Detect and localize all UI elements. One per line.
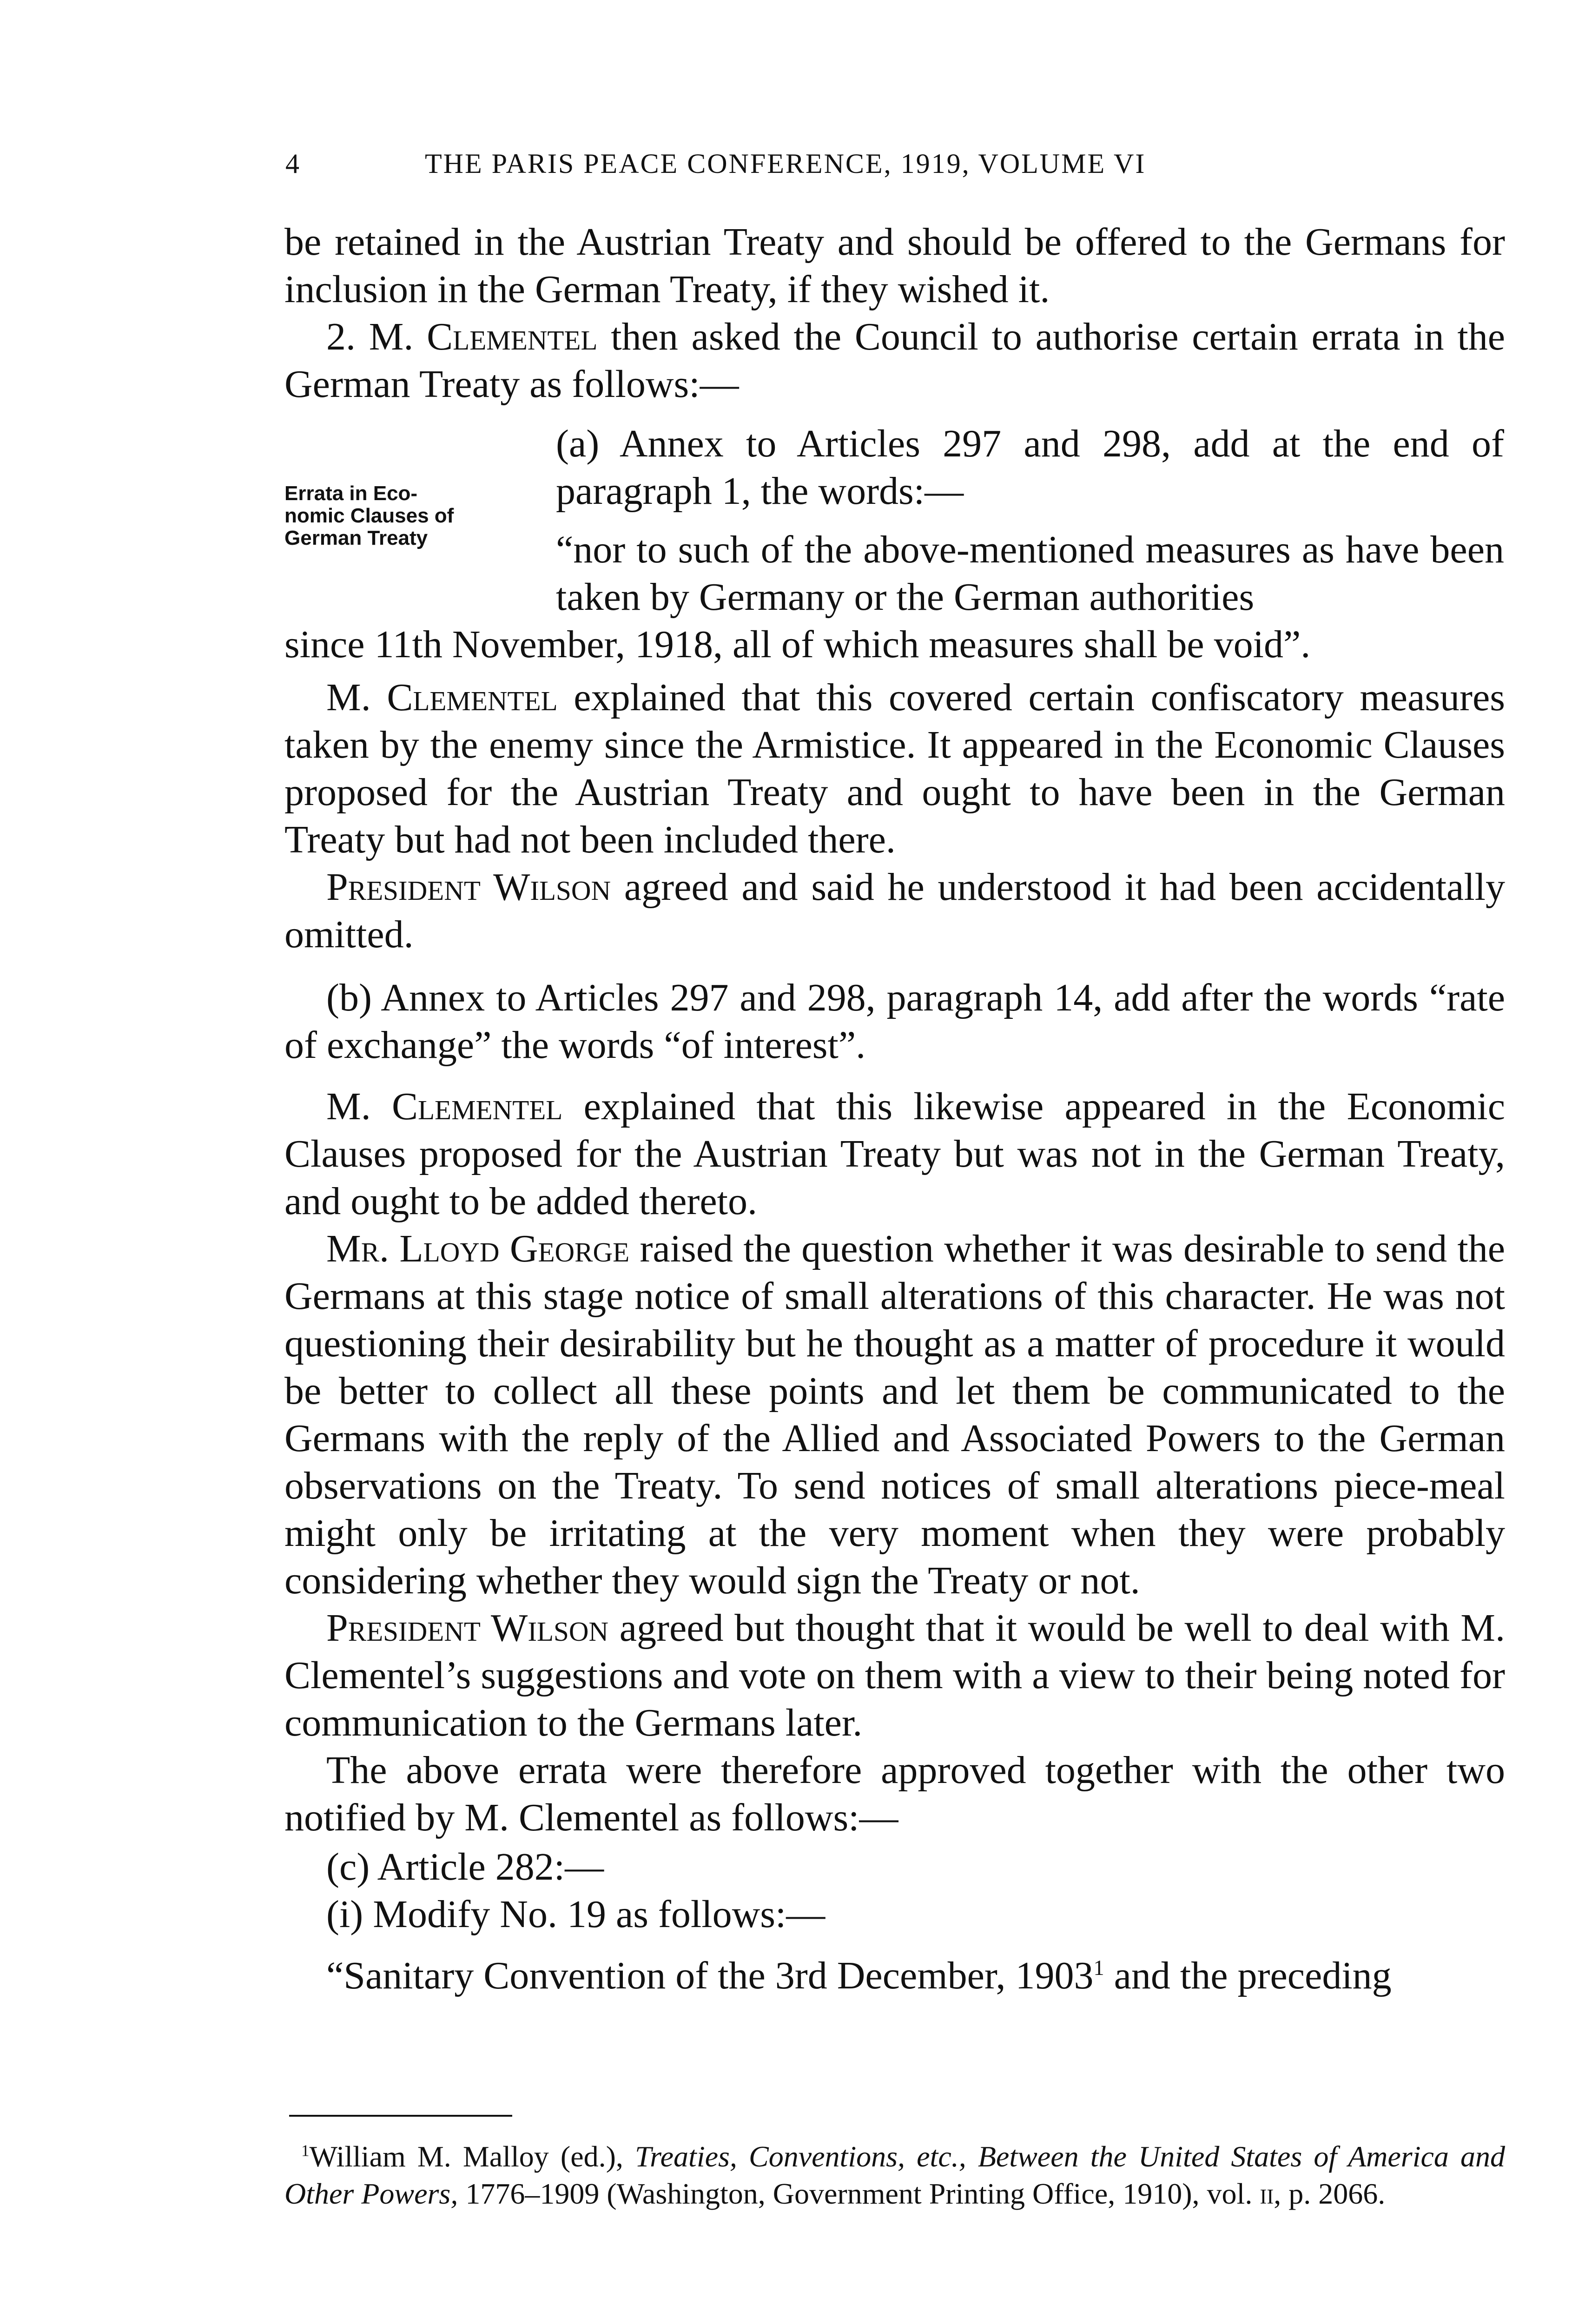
quote-a — [556, 526, 1504, 621]
quote-text: “Sanitary Convention of the 3rd December, 1903 — [326, 1954, 1094, 1997]
paragraph-lead: M. — [326, 676, 387, 719]
footnote — [284, 2138, 1505, 2212]
item-text: (c) Article 282:— — [326, 1845, 604, 1888]
margin-note — [284, 482, 484, 549]
paragraph-wilson-agreed — [284, 864, 1505, 958]
paragraph-clementel-likewise — [284, 1083, 1505, 1225]
paragraph-lead: 2. M. — [326, 315, 427, 358]
item-text: (b) Annex to Articles 297 and 298, paragraph 14, add after the words “rate of exchange” the words “of interest”. — [284, 976, 1505, 1067]
item-b — [284, 974, 1505, 1069]
margin-note-line: German Treaty — [284, 527, 428, 549]
footnote-volume: ii — [1260, 2177, 1274, 2210]
item-c — [284, 1843, 1505, 1891]
footnote-title: Treaties, Conventions, etc., Between the United States of America and Other Powers, — [284, 2140, 1506, 2210]
paragraph-text: raised the question whether it was desirable to send the Germans at this stage notice of small alterations of this character. He was not questioning their desirability but he thought as a matter of procedure it would be better to collect all these points and let them be communicated to the Germans with the reply of the Allied and Associated Powers to the German observations on the Treaty. To send notices of small alterations piece-meal might only be irritating at the very moment when they were probably considering whether they would sign the Treaty or not. — [284, 1227, 1505, 1602]
paragraph-clementel-errata — [284, 313, 1505, 408]
footnote-text: , p. 2066. — [1274, 2177, 1386, 2210]
paragraph-lloyd-george — [284, 1225, 1505, 1604]
footnote-text: 1776–1909 (Washington, Government Printing Office, 1910), vol. — [458, 2177, 1260, 2210]
quote-text: since 11th November, 1918, all of which measures shall be void”. — [284, 623, 1311, 666]
paragraph-text: explained that this likewise appeared in the Economic Clauses proposed for the Austrian Treaty but was not in the German Treaty, and ought to be added thereto. — [284, 1085, 1505, 1223]
paragraph-continuation — [284, 218, 1505, 313]
quote-text: “nor to such of the above-mentioned measures as have been taken by Germany or the German authorities — [556, 528, 1504, 619]
speaker-name: President Wilson — [326, 1606, 609, 1650]
paragraph-text: agreed but thought that it would be well to deal with M. Clementel’s suggestions and vote on them with a view to their being noted for communication to the Germans later. — [284, 1606, 1505, 1744]
paragraph-text: explained that this covered certain confiscatory measures taken by the enemy since the Armistice. It appeared in the Economic Clauses proposed for the Austrian Treaty and ought to have been in the German Treaty but had not been included there. — [284, 676, 1505, 861]
running-title: THE PARIS PEACE CONFERENCE, 1919, VOLUME VI — [425, 148, 1146, 179]
footnote-text: William M. Malloy (ed.), — [309, 2140, 635, 2173]
footnote-divider — [289, 2115, 512, 2117]
paragraph-lead: M. — [326, 1085, 392, 1128]
paragraph-errata-approved — [284, 1747, 1505, 1842]
item-a — [556, 420, 1504, 515]
paragraph-text: be retained in the Austrian Treaty and should be offered to the Germans for inclusion in the German Treaty, if they wished it. — [284, 220, 1505, 311]
speaker-name: Mr. Lloyd George — [326, 1227, 630, 1270]
running-head — [285, 148, 1503, 190]
speaker-name: Clementel — [387, 676, 558, 719]
paragraph-text: The above errata were therefore approved together with the other two notified by M. Clementel as follows:— — [284, 1749, 1505, 1839]
paragraph-clementel-explained — [284, 674, 1505, 864]
footnote-reference[interactable]: 1 — [1093, 1956, 1104, 1980]
paragraph-text: agreed and said he understood it had been accidentally omitted. — [284, 865, 1505, 956]
quote-text: and the preceding — [1104, 1954, 1392, 1997]
footnote-mark: 1 — [301, 2141, 310, 2160]
item-text: (i) Modify No. 19 as follows:— — [326, 1893, 826, 1936]
item-text: (a) Annex to Articles 297 and 298, add at the end of paragraph 1, the words:— — [556, 422, 1504, 513]
quote-a-end — [284, 621, 1505, 668]
paragraph-wilson-vote — [284, 1604, 1505, 1747]
margin-note-line: Errata in Eco- — [284, 482, 418, 505]
speaker-name: Clementel — [391, 1085, 563, 1128]
margin-note-line: nomic Clauses of — [284, 504, 454, 527]
speaker-name: President Wilson — [326, 865, 611, 909]
paragraph-text: then asked the Council to authorise certain errata in the German Treaty as follows:— — [284, 315, 1505, 406]
item-c-i — [284, 1891, 1505, 1938]
page-number: 4 — [285, 148, 301, 179]
speaker-name: Clementel — [427, 315, 598, 358]
quote-c — [284, 1952, 1505, 2000]
